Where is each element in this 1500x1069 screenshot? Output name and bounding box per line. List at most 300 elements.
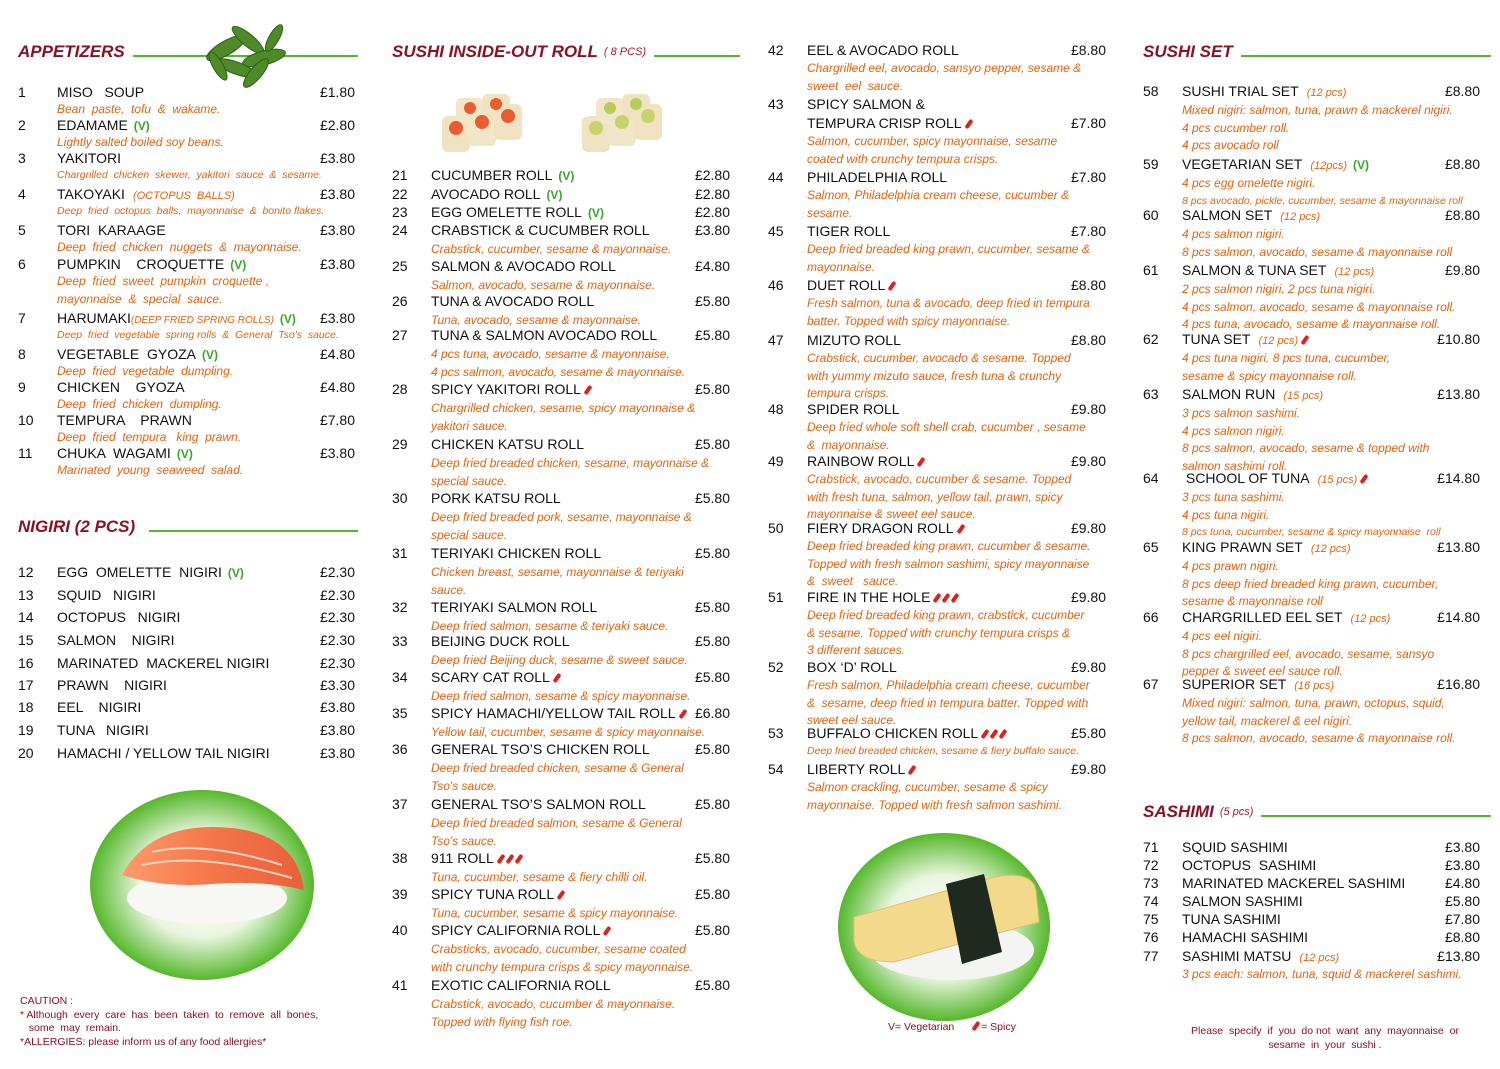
description-line: Deep fried vegetable dumpling. bbox=[57, 364, 234, 378]
item-name: SQUID NIGIRI bbox=[57, 587, 156, 603]
item-description bbox=[431, 345, 731, 381]
item-name: PRAWN NIGIRI bbox=[57, 677, 167, 693]
description-line: Deep fried chicken dumpling. bbox=[57, 397, 222, 411]
item-name: HARUMAKI bbox=[57, 310, 131, 326]
item-price: £4.80 bbox=[1444, 875, 1480, 891]
item-name-line bbox=[431, 436, 584, 452]
legend-vegetarian: V= Vegetarian bbox=[888, 1021, 955, 1033]
item-number: 53 bbox=[768, 725, 784, 741]
description-line: 4 pcs salmon nigiri. bbox=[1182, 227, 1285, 241]
item-number: 41 bbox=[392, 977, 408, 993]
item-number: 37 bbox=[392, 796, 408, 812]
item-name: TUNA & AVOCADO ROLL bbox=[431, 293, 595, 309]
column-sets-sashimi bbox=[1125, 0, 1500, 1069]
chili-icon bbox=[557, 890, 566, 900]
item-name-line bbox=[57, 412, 192, 428]
chili-icon bbox=[1301, 335, 1310, 345]
description-line: 8 pcs chargrilled eel, avocado, sesame, sansyo bbox=[1182, 646, 1435, 661]
item-price: £4.80 bbox=[319, 379, 355, 395]
item-price: £3.80 bbox=[319, 699, 355, 715]
description-line: Salmon, avocado, sesame & mayonnaise. bbox=[431, 278, 656, 292]
description-line: yellow tail, mackerel & eel nigiri. bbox=[1182, 713, 1353, 728]
item-description bbox=[807, 187, 1107, 222]
item-number: 4 bbox=[18, 186, 26, 202]
item-name: MISO SOUP bbox=[57, 84, 145, 100]
description-line: salmon sashimi roll. bbox=[1182, 458, 1288, 473]
item-description bbox=[1182, 489, 1500, 542]
item-name-line bbox=[57, 722, 149, 738]
item-description bbox=[431, 904, 731, 922]
item-price: £7.80 bbox=[1070, 169, 1106, 185]
item-number: 73 bbox=[1143, 875, 1159, 891]
sashimi-subtitle: (5 pcs) bbox=[1219, 806, 1254, 818]
item-price: £3.80 bbox=[694, 222, 730, 238]
item-price: £8.80 bbox=[1444, 929, 1480, 945]
item-description bbox=[1182, 281, 1500, 334]
item-name-line bbox=[57, 256, 246, 272]
item-name: SPICY YAKITORI ROLL bbox=[431, 381, 581, 397]
item-price: £9.80 bbox=[1070, 520, 1106, 536]
item-name-line bbox=[807, 96, 925, 112]
item-price: £2.80 bbox=[694, 204, 730, 220]
item-name-line bbox=[1182, 83, 1346, 99]
item-name-line bbox=[57, 150, 121, 166]
item-number: 43 bbox=[768, 96, 784, 112]
description-line: special sauce. bbox=[431, 474, 508, 488]
description-line: sesame & mayonnaise roll bbox=[1182, 594, 1323, 608]
description-line: Mixed nigiri: salmon, tuna, prawn & mackerel nigiri. bbox=[1182, 103, 1453, 117]
caution-line: * Although every care has been taken to remove all bones, bbox=[20, 1008, 319, 1021]
description-line: 4 pcs avocado roll bbox=[1182, 138, 1279, 152]
description-line: Deep fried breaded chicken, sesame, mayonnaise & bbox=[431, 456, 710, 470]
description-line: mayonnaise. Topped with fresh salmon sashimi. bbox=[807, 797, 1063, 812]
description-line: batter. Topped with spicy mayonnaise. bbox=[807, 313, 1011, 328]
item-price: £5.80 bbox=[694, 490, 730, 506]
description-line: 3 different sauces. bbox=[807, 643, 906, 657]
item-description bbox=[1182, 175, 1500, 210]
item-name-line bbox=[431, 381, 590, 397]
item-name-line bbox=[1182, 839, 1288, 855]
item-name: SALMON SASHIMI bbox=[1182, 893, 1303, 909]
specify-line: Please specify if you do not want any mayonnaise or bbox=[1191, 1025, 1459, 1037]
item-number: 31 bbox=[392, 545, 408, 561]
legend-spicy: = Spicy bbox=[981, 1021, 1016, 1033]
item-number: 65 bbox=[1143, 539, 1159, 555]
item-description bbox=[807, 419, 1107, 454]
item-name: PHILADELPHIA ROLL bbox=[807, 169, 948, 185]
description-line: 4 pcs tuna nigiri. bbox=[1182, 507, 1270, 522]
item-number: 49 bbox=[768, 453, 784, 469]
description-line: Deep fried octopus balls, mayonnaise & bonito flakes. bbox=[57, 205, 325, 217]
chili-icon bbox=[888, 281, 897, 291]
item-description bbox=[807, 779, 1107, 814]
item-price: £8.80 bbox=[1444, 207, 1480, 223]
description-line: & sesame, deep fried in tempura batter. Topped with bbox=[807, 695, 1089, 710]
item-name: OCTOPUS SASHIMI bbox=[1182, 857, 1317, 873]
item-name-continued: TEMPURA CRISP ROLL bbox=[807, 115, 962, 131]
description-line: 8 pcs salmon, avocado, sesame & mayonnaise roll. bbox=[1182, 731, 1456, 745]
item-name-line bbox=[1182, 386, 1323, 402]
item-price: £9.80 bbox=[1070, 659, 1106, 675]
description-line: Lightly salted boiled soy beans. bbox=[57, 135, 224, 149]
item-name: PUMPKIN CROQUETTE bbox=[57, 256, 225, 272]
item-name-line bbox=[431, 977, 611, 993]
description-line: 3 pcs each: salmon, tuna, squid & mackerel sashimi. bbox=[1182, 967, 1462, 981]
item-description bbox=[1182, 695, 1500, 748]
chili-icon bbox=[990, 729, 999, 739]
item-number: 77 bbox=[1143, 948, 1159, 964]
description-line: 4 pcs cucumber roll. bbox=[1182, 120, 1290, 135]
item-number: 13 bbox=[18, 587, 34, 603]
description-line: Tuna, avocado, sesame & mayonnaise. bbox=[431, 313, 641, 327]
description-line: 4 pcs eel nigiri. bbox=[1182, 629, 1263, 643]
item-price: £7.80 bbox=[1444, 911, 1480, 927]
item-number: 51 bbox=[768, 589, 784, 605]
vegetarian-badge: (V) bbox=[133, 119, 150, 133]
chili-icon bbox=[917, 457, 926, 467]
item-price: £7.80 bbox=[319, 412, 355, 428]
section-rule bbox=[1241, 55, 1491, 57]
item-note: (12pcs) bbox=[1310, 160, 1348, 172]
item-name-line bbox=[431, 741, 650, 757]
caution-line: some may remain. bbox=[20, 1022, 121, 1034]
item-name: EGG OMELETTE ROLL bbox=[431, 204, 582, 220]
specify-note bbox=[1150, 1024, 1500, 1052]
specify-line: sesame in your sushi . bbox=[1268, 1039, 1382, 1051]
item-name-line bbox=[1182, 609, 1390, 625]
vegetarian-badge: (V) bbox=[202, 348, 219, 362]
item-price: £2.30 bbox=[319, 609, 355, 625]
item-price: £5.80 bbox=[694, 293, 730, 309]
item-description bbox=[57, 166, 357, 184]
description-line: 8 pcs deep fried breaded king prawn, cucumber, bbox=[1182, 576, 1439, 591]
chili-icon bbox=[1360, 474, 1369, 484]
item-description bbox=[431, 940, 731, 976]
item-price: £3.80 bbox=[1444, 857, 1480, 873]
item-name-line bbox=[431, 204, 604, 220]
description-line: Topped with fresh salmon sashimi, spicy mayonnaise bbox=[807, 556, 1090, 571]
item-name: MARINATED MACKEREL NIGIRI bbox=[57, 655, 270, 671]
item-price: £14.80 bbox=[1437, 609, 1480, 625]
description-line: Deep fried breaded king prawn, cucumber, sesame & bbox=[807, 242, 1090, 256]
item-price: £3.80 bbox=[319, 150, 355, 166]
item-name: VEGETARIAN SET bbox=[1182, 156, 1303, 172]
column-appetizers-nigiri bbox=[0, 0, 370, 1069]
item-number: 11 bbox=[18, 445, 33, 461]
item-price: £5.80 bbox=[694, 886, 730, 902]
item-price: £5.80 bbox=[694, 977, 730, 993]
description-line: Bean paste, tofu & wakame. bbox=[57, 102, 221, 116]
item-description bbox=[1182, 350, 1500, 385]
rolls-title: SUSHI INSIDE-OUT ROLL bbox=[392, 42, 598, 61]
description-line: with yummy mizuto sauce, fresh tuna & crunchy bbox=[807, 368, 1062, 383]
item-price: £5.80 bbox=[694, 850, 730, 866]
description-line: Deep fried sweet pumpkin croquette , bbox=[57, 274, 270, 288]
item-number: 63 bbox=[1143, 386, 1159, 402]
item-name-line bbox=[1182, 676, 1334, 692]
item-price: £3.80 bbox=[319, 310, 355, 326]
item-name: PORK KATSU ROLL bbox=[431, 490, 561, 506]
item-number: 2 bbox=[18, 117, 26, 133]
item-name: SPIDER ROLL bbox=[807, 401, 900, 417]
chili-icon bbox=[999, 729, 1008, 739]
item-number: 33 bbox=[392, 633, 408, 649]
item-name-line bbox=[57, 677, 167, 693]
item-name: TUNA SET bbox=[1182, 331, 1251, 347]
item-name-line bbox=[57, 632, 174, 648]
description-line: mayonnaise & sweet eel sauce. bbox=[807, 507, 976, 521]
description-line: 4 pcs salmon nigiri. bbox=[1182, 423, 1285, 438]
item-name-line bbox=[431, 167, 574, 183]
item-note: (12 pcs) bbox=[1306, 87, 1347, 99]
item-name-line bbox=[431, 669, 559, 685]
item-note: (15 pcs) bbox=[1283, 390, 1324, 402]
item-number: 54 bbox=[768, 761, 784, 777]
item-name: EGG OMELETTE NIGIRI bbox=[57, 564, 222, 580]
chili-icon bbox=[964, 119, 973, 129]
item-number: 74 bbox=[1143, 893, 1159, 909]
item-name-line bbox=[57, 699, 141, 715]
item-name-line bbox=[57, 117, 150, 133]
item-description bbox=[807, 538, 1107, 591]
item-description bbox=[57, 202, 357, 220]
item-price: £2.80 bbox=[694, 167, 730, 183]
item-name: KING PRAWN SET bbox=[1182, 539, 1303, 555]
item-number: 76 bbox=[1143, 929, 1159, 945]
item-name-line bbox=[431, 293, 594, 309]
item-description bbox=[57, 395, 357, 413]
item-description bbox=[57, 133, 357, 151]
item-description bbox=[57, 238, 357, 256]
item-name: SQUID SASHIMI bbox=[1182, 839, 1288, 855]
description-line: 4 pcs tuna, avocado, sesame & mayonnaise roll. bbox=[1182, 317, 1441, 331]
item-description bbox=[431, 563, 731, 599]
item-number: 19 bbox=[18, 722, 34, 738]
item-description bbox=[431, 399, 731, 435]
item-price: £8.80 bbox=[1444, 156, 1480, 172]
item-name-line bbox=[431, 599, 597, 615]
legend bbox=[888, 1021, 1016, 1033]
item-number: 21 bbox=[392, 167, 408, 183]
item-price: £6.80 bbox=[694, 705, 730, 721]
item-number: 61 bbox=[1143, 262, 1159, 278]
item-price: £5.80 bbox=[1070, 725, 1106, 741]
item-name: GENERAL TSO’S SALMON ROLL bbox=[431, 796, 646, 812]
description-line: Tuna, cucumber, sesame & spicy mayonnaise. bbox=[431, 906, 679, 920]
item-number: 7 bbox=[18, 310, 26, 326]
item-name-line bbox=[57, 310, 296, 326]
item-price: £3.80 bbox=[319, 256, 355, 272]
vegetarian-badge: (V) bbox=[227, 566, 244, 580]
sashimi-title: SASHIMI bbox=[1143, 802, 1214, 821]
edamame-image bbox=[196, 18, 296, 90]
item-price: £5.80 bbox=[694, 436, 730, 452]
chili-icon bbox=[942, 593, 951, 603]
item-price: £8.80 bbox=[1070, 277, 1106, 293]
description-line: special sauce. bbox=[431, 528, 508, 542]
item-description bbox=[807, 350, 1107, 403]
item-note: (12 pcs) bbox=[1280, 211, 1320, 223]
sushi-set-header bbox=[1143, 42, 1491, 62]
item-name: SPICY HAMACHI/YELLOW TAIL ROLL bbox=[431, 705, 676, 721]
item-name-line bbox=[431, 327, 657, 343]
description-line: & mayonnaise. bbox=[807, 437, 890, 452]
item-price: £9.80 bbox=[1444, 262, 1480, 278]
item-number: 60 bbox=[1143, 207, 1159, 223]
item-description bbox=[807, 743, 1107, 761]
item-note: (16 pcs) bbox=[1294, 680, 1334, 692]
description-line: 8 pcs salmon, avocado, sesame & topped with bbox=[1182, 441, 1430, 455]
description-line: Deep fried salmon, sesame & teriyaki sauce. bbox=[431, 619, 669, 633]
item-price: £4.80 bbox=[319, 346, 355, 362]
item-name-line bbox=[1182, 929, 1308, 945]
item-number: 3 bbox=[18, 150, 26, 166]
item-description bbox=[1182, 226, 1500, 261]
description-line: mayonnaise & special sauce. bbox=[57, 292, 223, 306]
item-price: £5.80 bbox=[694, 381, 730, 397]
item-price: £7.80 bbox=[1070, 223, 1106, 239]
chili-icon bbox=[583, 385, 592, 395]
item-description bbox=[807, 471, 1107, 524]
description-line: 2 pcs salmon nigiri. 2 pcs tuna nigiri. bbox=[1182, 282, 1376, 296]
description-line: yakitori sauce. bbox=[431, 419, 508, 433]
item-number: 22 bbox=[392, 186, 408, 202]
item-description bbox=[1182, 628, 1500, 681]
item-name: VEGETABLE GYOZA bbox=[57, 346, 197, 362]
sashimi-header bbox=[1143, 802, 1491, 822]
item-name-line bbox=[431, 886, 563, 902]
item-price: £2.30 bbox=[319, 587, 355, 603]
item-name-line bbox=[431, 850, 521, 866]
item-number: 10 bbox=[18, 412, 34, 428]
description-line: Deep fried breaded chicken, sesame & General bbox=[431, 761, 684, 775]
item-name: FIRE IN THE HOLE bbox=[807, 589, 931, 605]
item-number: 1 bbox=[18, 84, 26, 100]
item-description bbox=[807, 60, 1107, 95]
item-name-line bbox=[57, 745, 270, 761]
item-price: £9.80 bbox=[1070, 761, 1106, 777]
description-line: tempura crisps. bbox=[807, 386, 890, 400]
description-line: Chargrilled eel, avocado, sansyo pepper, sesame & bbox=[807, 61, 1082, 75]
description-line: Deep fried whole soft shell crab, cucumber , sesame bbox=[807, 420, 1086, 434]
sushi-set-title: SUSHI SET bbox=[1143, 42, 1233, 61]
item-name-line bbox=[57, 379, 185, 395]
item-name: EDAMAME bbox=[57, 117, 128, 133]
item-price: £4.80 bbox=[694, 258, 730, 274]
item-name-line bbox=[1182, 893, 1303, 909]
description-line: 4 pcs prawn nigiri. bbox=[1182, 559, 1279, 573]
description-line: Crabstick, avocado, cucumber & sesame. Topped bbox=[807, 472, 1072, 486]
item-description bbox=[431, 759, 731, 795]
item-name: EEL NIGIRI bbox=[57, 699, 142, 715]
item-name: SALMON & TUNA SET bbox=[1182, 262, 1327, 278]
chili-icon bbox=[956, 524, 965, 534]
item-name-line bbox=[1182, 470, 1366, 486]
item-price: £3.80 bbox=[319, 445, 355, 461]
caution-title: CAUTION : bbox=[20, 995, 74, 1007]
item-description bbox=[431, 687, 731, 705]
item-price: £8.80 bbox=[1070, 42, 1106, 58]
description-line: Fresh salmon, tuna & avocado, deep fried in tempura bbox=[807, 296, 1090, 310]
item-number: 67 bbox=[1143, 676, 1159, 692]
description-line: coated with crunchy tempura crisps. bbox=[807, 151, 999, 166]
item-number: 59 bbox=[1143, 156, 1159, 172]
description-line: 8 pcs tuna, cucumber, sesame & spicy mayonnaise roll bbox=[1182, 526, 1441, 538]
description-line: pepper & sweet eel sauce roll. bbox=[1182, 664, 1343, 678]
item-name-line bbox=[1182, 857, 1316, 873]
item-price: £5.80 bbox=[694, 669, 730, 685]
item-name-line bbox=[57, 564, 244, 580]
item-name: SASHIMI MATSU bbox=[1182, 948, 1292, 964]
item-name-line bbox=[807, 453, 923, 469]
item-number: 47 bbox=[768, 332, 784, 348]
item-name: SPICY TUNA ROLL bbox=[431, 886, 555, 902]
item-name: BUFFALO CHICKEN ROLL bbox=[807, 725, 979, 741]
item-name: SALMON SET bbox=[1182, 207, 1273, 223]
item-name: MARINATED MACKEREL SASHIMI bbox=[1182, 875, 1406, 891]
description-line: mayonnaise. bbox=[807, 259, 876, 274]
item-description bbox=[807, 241, 1107, 276]
item-description bbox=[57, 100, 357, 118]
description-line: Deep fried Beijing duck, sesame & sweet sauce. bbox=[431, 653, 688, 667]
item-number: 8 bbox=[18, 346, 26, 362]
item-name: CHICKEN GYOZA bbox=[57, 379, 185, 395]
chili-icon bbox=[972, 1021, 981, 1031]
item-name-line bbox=[431, 222, 650, 238]
item-name: SPICY CALIFORNIA ROLL bbox=[431, 922, 601, 938]
item-note: (12 pcs) bbox=[1350, 613, 1391, 625]
nigiri-title: NIGIRI (2 PCS) bbox=[18, 517, 136, 536]
vegetarian-badge: (V) bbox=[230, 258, 247, 272]
item-name-line bbox=[807, 725, 1005, 741]
item-note: (12 pcs) bbox=[1334, 266, 1375, 278]
item-name-line bbox=[57, 84, 144, 100]
item-description bbox=[431, 651, 731, 669]
item-name-line bbox=[807, 520, 963, 536]
item-price: £1.80 bbox=[319, 84, 355, 100]
vegetarian-badge: (V) bbox=[279, 312, 296, 326]
item-number: 23 bbox=[392, 204, 408, 220]
item-name: OCTOPUS NIGIRI bbox=[57, 609, 181, 625]
description-line: Crabstick, cucumber, avocado & sesame. Topped bbox=[807, 351, 1071, 365]
item-name-line bbox=[807, 169, 947, 185]
description-line: & sesame. Topped with crunchy tempura crisps & bbox=[807, 625, 1071, 640]
item-name-line bbox=[57, 346, 218, 362]
item-description bbox=[57, 428, 357, 446]
item-description bbox=[807, 607, 1107, 660]
description-line: Tso's sauce. bbox=[431, 779, 497, 793]
rolls-header bbox=[392, 42, 740, 62]
description-line: Crabstick, cucumber, sesame & mayonnaise. bbox=[431, 242, 672, 256]
description-line: Deep fried breaded king prawn, crabstick, cucumber bbox=[807, 608, 1085, 622]
item-price: £5.80 bbox=[694, 545, 730, 561]
appetizers-header bbox=[18, 42, 358, 62]
item-price: £10.80 bbox=[1437, 331, 1480, 347]
description-line: Deep fried vegetable spring rolls & General Tso's sauce. bbox=[57, 329, 339, 341]
description-line: Salmon crackling, cucumber, sesame & spicy bbox=[807, 780, 1048, 794]
description-line: Tuna, cucumber, sesame & fiery chilli oil. bbox=[431, 870, 648, 884]
description-line: sesame & spicy mayonnaise roll. bbox=[1182, 368, 1357, 383]
item-number: 40 bbox=[392, 922, 408, 938]
description-line: Deep fried breaded salmon, sesame & General bbox=[431, 816, 682, 830]
description-line: sesame. bbox=[807, 205, 853, 220]
item-name: FIERY DRAGON ROLL bbox=[807, 520, 954, 536]
description-line: Chargrilled chicken skewer, yakitori sauce & sesame. bbox=[57, 169, 322, 181]
item-number: 48 bbox=[768, 401, 784, 417]
item-name-line bbox=[807, 761, 914, 777]
description-line: Crabstick, avocado, cucumber & mayonnaise. bbox=[431, 997, 676, 1011]
item-name-line bbox=[807, 277, 894, 293]
